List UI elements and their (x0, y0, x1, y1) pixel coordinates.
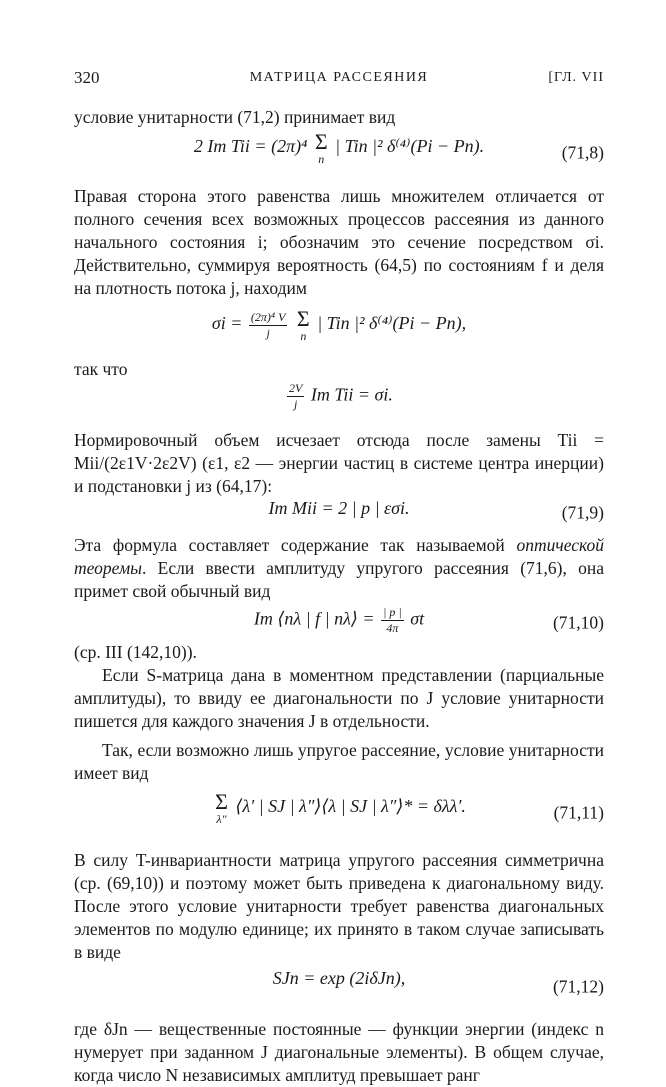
equation-body: Im Mii = 2 | p | εσi. (268, 498, 410, 518)
equation-number: (71,9) (561, 502, 604, 523)
equation-number: (71,12) (552, 976, 604, 997)
equation-body: SJn = exp (2iδJn), (272, 968, 406, 988)
equation-71-9 (74, 498, 604, 528)
equation-cross-section (74, 308, 604, 358)
equation-71-11 (74, 791, 604, 835)
equation-body: $\frac{2V}{j}$ Im Tii = σi. (289, 381, 393, 411)
running-title: МАТРИЦА РАССЕЯНИЯ (249, 70, 429, 85)
sum-symbol: Σ n (296, 306, 310, 343)
equation-71-12 (74, 968, 604, 1006)
equation-number: (71,11) (553, 802, 604, 823)
sum-symbol: Σ λ″ (215, 789, 228, 826)
equation-71-10 (74, 605, 604, 641)
fraction: $\frac{| p |}{4\pi}$ (383, 605, 402, 635)
equation-im-tii (74, 381, 604, 421)
paragraph: (ср. III (142,10)). (74, 642, 197, 662)
equation-number: (71,8) (561, 142, 604, 163)
paragraph: Правая сторона этого равенства лишь множителем отличается от полного сечения всех возможных процессов рассеяния из данного начального состояния i; обозначим это сечение посредством σi. Действительно, суммируя вероятность (64,5) по состояниям f и деля на плотность потока j, находим (74, 186, 604, 298)
paragraph: В силу T-инвариантности матрица упругого рассеяния симметрична (ср. (69,10)) и поэтому может быть приведена к диагональному виду. После этого условие унитарности требует равенства диагональных элементов по модулю единице; их принято в таком случае записывать в виде (74, 850, 604, 962)
paragraph: где δJn — вещественные постоянные — функции энергии (индекс n нумерует при заданном J диагональные элементы). В общем случае, когда число N независимых амплитуд превышает ранг (74, 1019, 604, 1085)
paragraph: Если S-матрица дана в моментном представлении (парциальные амплитуды), то ввиду ее диагональности по J условие унитарности пишется для каждого значения J в отдельности. (74, 665, 604, 731)
equation-number: (71,10) (552, 612, 604, 633)
paragraph: так что (74, 359, 128, 379)
paragraph: Эта формула составляет содержание так называемой оптической теоремы. Если ввести амплитуду упругого рассеяния (71,6), она примет свой обычный вид (74, 535, 605, 601)
equation-body: 2 Im Tii = (2π)⁴ Σ n | Tin |² δ⁽⁴⁾(Pi − Pn). (193, 129, 485, 166)
equation-body: Im ⟨nλ | f | nλ⟩ = $\frac{| p |}{4\pi}$ σt (253, 605, 425, 635)
sum-symbol: Σ n (314, 129, 328, 166)
emphasis-term: оптической теоремы (74, 535, 605, 578)
page-header (74, 62, 604, 92)
fraction: $\frac{\text{(2π)⁴ V}}{j}$ (250, 309, 286, 340)
fraction: $\frac{2V}{j}$ (289, 381, 303, 411)
equation-body: σi = $\frac{\text{(2π)⁴ V}}{j}$ Σ n | Tin |² δ⁽⁴⁾(Pi − Pn), (211, 306, 467, 343)
book-page (74, 62, 604, 1087)
paragraph: Так, если возможно лишь упругое рассеяние, условие унитарности имеет вид (74, 740, 604, 783)
paragraph: условие унитарности (71,2) принимает вид (74, 107, 396, 127)
paragraph: Нормировочный объем исчезает отсюда после замены Tii = Mii/(2ε1V·2ε2V) (ε1, ε2 — энергии частиц в системе центра инерции) и подстановки j из (64,17): (74, 430, 604, 496)
equation-body: Σ λ″ ⟨λ′ | SJ | λ″⟩⟨λ | SJ | λ″⟩* = δλλ′. (215, 789, 466, 826)
equation-71-8 (74, 131, 604, 175)
chapter-label: [ГЛ. VII (548, 70, 604, 85)
page-number: 320 (74, 68, 100, 87)
